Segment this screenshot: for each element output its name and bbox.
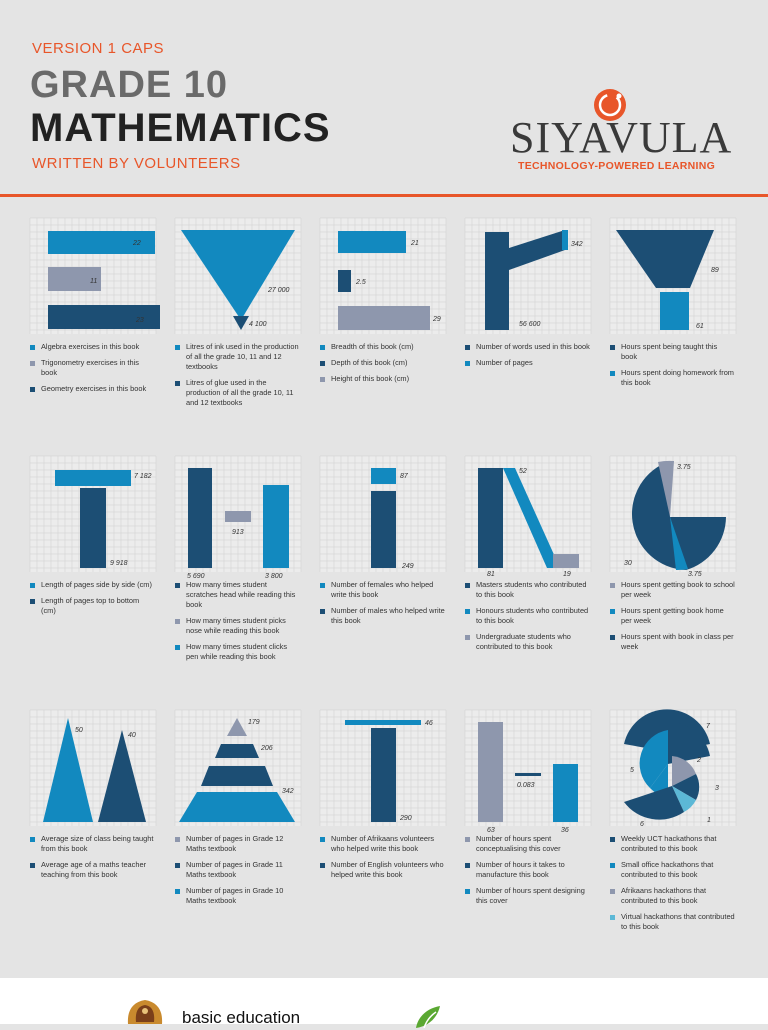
value-label: 4 100 xyxy=(249,321,267,328)
legend-item xyxy=(610,834,735,854)
value-label: 290 xyxy=(400,815,412,822)
words-stem xyxy=(485,232,509,330)
legend-swatch xyxy=(175,345,180,350)
bar-depth xyxy=(338,270,351,292)
value-label: 3 800 xyxy=(265,573,283,580)
scratch-bar xyxy=(188,468,212,568)
panel-letter-v xyxy=(175,218,300,414)
legend xyxy=(175,834,300,906)
legend xyxy=(175,342,300,408)
legend-swatch xyxy=(30,599,35,604)
value-label: 0.083 xyxy=(517,782,535,789)
legend-text: Breadth of this book (cm) xyxy=(331,342,414,351)
value-label: 22 xyxy=(133,240,141,247)
leaf-logo-icon xyxy=(410,1004,446,1028)
legend-swatch xyxy=(30,863,35,868)
legend-swatch xyxy=(610,609,615,614)
panel-letter-e xyxy=(30,218,155,400)
panel-letter-t-2 xyxy=(320,710,445,886)
legend-item xyxy=(175,616,300,636)
legend-swatch xyxy=(465,345,470,350)
legend-swatch xyxy=(610,889,615,894)
english-bar xyxy=(371,728,396,822)
legend-text: Number of hours spent designing this cover xyxy=(476,886,585,905)
legend-swatch xyxy=(30,387,35,392)
legend-item xyxy=(465,580,590,600)
legend-swatch xyxy=(30,361,35,366)
legend-text: Number of females who helped write this book xyxy=(331,580,434,599)
legend xyxy=(175,580,300,662)
legend-swatch xyxy=(465,889,470,894)
legend-item xyxy=(320,358,445,368)
bar-breadth xyxy=(338,231,406,253)
legend-swatch xyxy=(610,837,615,842)
legend-text: How many times student scratches head while reading this book xyxy=(186,580,296,609)
legend-swatch xyxy=(320,345,325,350)
value-label: 61 xyxy=(696,323,704,330)
grade10-tier xyxy=(179,792,295,822)
value-label: 6 xyxy=(640,821,644,828)
value-label: 50 xyxy=(75,727,83,734)
legend-swatch xyxy=(175,837,180,842)
afrikaans-bar xyxy=(345,720,421,725)
value-label: 7 xyxy=(706,723,710,730)
legend xyxy=(610,834,735,932)
grade11-tier xyxy=(215,744,259,758)
page-header xyxy=(0,0,768,196)
pen-bar xyxy=(263,485,289,568)
legend-item xyxy=(610,342,735,362)
legend-item xyxy=(610,606,735,626)
value-label: 21 xyxy=(411,240,419,247)
legend-item xyxy=(320,580,445,600)
legend-item xyxy=(320,834,445,854)
value-label: 3.75 xyxy=(688,571,702,578)
legend xyxy=(465,342,590,368)
legend-text: Small office hackathons that contributed to this book xyxy=(621,860,714,879)
legend xyxy=(610,342,735,388)
value-label: 5 690 xyxy=(187,573,205,580)
chart-letter-n xyxy=(465,456,591,578)
legend-item xyxy=(610,886,735,906)
legend-text: Trigonometry exercises in this book xyxy=(41,358,139,377)
legend-swatch xyxy=(465,361,470,366)
legend-swatch xyxy=(610,345,615,350)
legend-swatch xyxy=(610,863,615,868)
legend-text: Undergraduate students who contributed to this book xyxy=(476,632,571,651)
panel-letter-n xyxy=(465,456,590,658)
males-bar xyxy=(371,491,396,568)
legend-text: Average size of class being taught from this book xyxy=(41,834,154,853)
value-label: 23 xyxy=(136,317,144,324)
value-label: 89 xyxy=(711,267,719,274)
chart-letter-s xyxy=(610,710,736,826)
legend-item xyxy=(465,358,590,368)
version-label: VERSION 1 CAPS xyxy=(32,40,165,57)
grid-background xyxy=(465,218,591,334)
masters-bar xyxy=(478,468,503,568)
legend-item xyxy=(175,580,300,610)
females-bar xyxy=(371,468,396,484)
chart-letter-e xyxy=(30,218,156,334)
panel-letter-t xyxy=(30,456,155,622)
value-label: 11 xyxy=(90,278,98,285)
legend-text: Height of this book (cm) xyxy=(331,374,410,383)
chart-letter-t-2 xyxy=(320,710,446,826)
legend-swatch xyxy=(610,583,615,588)
legend-text: Afrikaans hackathons that contributed to this book xyxy=(621,886,707,905)
value-label: 342 xyxy=(571,241,583,248)
legend-swatch xyxy=(175,645,180,650)
brand-tagline: TECHNOLOGY-POWERED LEARNING xyxy=(518,160,716,172)
value-label: 9 918 xyxy=(110,560,128,567)
legend-text: Hours spent doing homework from this book xyxy=(621,368,734,387)
legend-text: Number of pages in Grade 12 Maths textbook xyxy=(186,834,284,853)
legend-item xyxy=(320,342,445,352)
bar-height xyxy=(338,306,430,330)
value-label: 7 182 xyxy=(134,473,152,480)
subject-title: MATHEMATICS xyxy=(30,106,331,150)
chart-letter-h-2 xyxy=(465,710,591,834)
chart-letter-h xyxy=(175,456,301,580)
coat-of-arms-icon xyxy=(118,996,172,1030)
legend-swatch xyxy=(465,837,470,842)
footer xyxy=(0,978,768,1024)
legend-swatch xyxy=(465,863,470,868)
value-label: 179 xyxy=(248,719,260,726)
value-label: 29 xyxy=(433,316,441,323)
legend-text: Hours spent with book in class per week xyxy=(621,632,734,651)
legend-text: Number of Afrikaans volunteers who helped write this book xyxy=(331,834,435,853)
nose-bar xyxy=(225,511,251,522)
legend-text: Number of males who helped write this book xyxy=(331,606,445,625)
legend-item xyxy=(610,580,735,600)
legend-text: Hours spent getting book home per week xyxy=(621,606,724,625)
legend xyxy=(30,834,155,880)
chart-letter-v xyxy=(175,218,301,334)
brand-name: SIYAVULA xyxy=(510,113,733,162)
legend-text: Number of pages in Grade 11 Maths textbook xyxy=(186,860,283,879)
legend-swatch xyxy=(175,863,180,868)
legend-swatch xyxy=(30,345,35,350)
legend-text: Length of pages top to bottom (cm) xyxy=(41,596,140,615)
top-to-bottom-bar xyxy=(80,488,106,568)
value-label: 1 xyxy=(707,817,711,824)
designing-bar xyxy=(553,764,578,822)
legend-swatch xyxy=(30,837,35,842)
value-label: 27 000 xyxy=(268,287,290,294)
panel-letter-y xyxy=(610,218,735,394)
chart-letter-i xyxy=(320,456,446,572)
panel-letter-s xyxy=(610,710,735,938)
legend-swatch xyxy=(320,609,325,614)
legend-item xyxy=(465,834,590,854)
legend-text: Number of words used in this book xyxy=(476,342,590,351)
legend-text: How many times student picks nose while reading this book xyxy=(186,616,286,635)
value-label: 5 xyxy=(630,767,634,774)
value-label: 36 xyxy=(561,827,569,834)
legend-item xyxy=(610,912,735,932)
legend-text: Number of pages xyxy=(476,358,533,367)
value-label: 30 xyxy=(624,560,632,567)
panel-letter-e-2 xyxy=(320,218,445,390)
value-label: 19 xyxy=(563,571,571,578)
legend-text: Number of hours it takes to manufacture this book xyxy=(476,860,565,879)
legend xyxy=(465,834,590,906)
legend-text: Litres of ink used in the production of all the grade 10, 11 and 12 textbooks xyxy=(186,342,299,371)
legend-item xyxy=(175,378,300,408)
legend-item xyxy=(465,860,590,880)
value-label: 52 xyxy=(519,468,527,475)
legend-swatch xyxy=(320,837,325,842)
legend-swatch xyxy=(30,583,35,588)
panel-letter-h xyxy=(175,456,300,668)
legend-swatch xyxy=(320,583,325,588)
legend-item xyxy=(175,642,300,662)
legend-item xyxy=(175,860,300,880)
legend-swatch xyxy=(610,915,615,920)
legend-item xyxy=(465,632,590,652)
chart-letter-r xyxy=(465,218,591,334)
legend xyxy=(320,834,445,880)
dbe-label: basic education xyxy=(182,1008,301,1027)
legend-swatch xyxy=(465,609,470,614)
pages-bar xyxy=(562,230,568,250)
legend-text: Masters students who contributed to this book xyxy=(476,580,587,599)
legend-text: Number of pages in Grade 10 Maths textbook xyxy=(186,886,284,905)
value-label: 913 xyxy=(232,529,244,536)
legend-text: Algebra exercises in this book xyxy=(41,342,140,351)
legend-text: Number of hours spent conceptualising this cover xyxy=(476,834,561,853)
legend-item xyxy=(30,580,155,590)
legend xyxy=(465,580,590,652)
value-label: 249 xyxy=(402,563,414,570)
legend-item xyxy=(320,606,445,626)
value-label: 46 xyxy=(425,720,433,727)
side-by-side-bar xyxy=(55,470,131,486)
legend-item xyxy=(175,834,300,854)
legend-text: Hours spent getting book to school per week xyxy=(621,580,735,599)
byline: WRITTEN BY VOLUNTEERS xyxy=(32,155,241,172)
panel-letter-i xyxy=(320,456,445,632)
panel-letter-m xyxy=(30,710,155,886)
legend-item xyxy=(320,860,445,880)
legend-text: Average age of a maths teacher teaching from this book xyxy=(41,860,147,879)
value-label: 63 xyxy=(487,827,495,834)
legend-item xyxy=(320,374,445,384)
legend-item xyxy=(30,596,155,616)
grade11-tier-lower xyxy=(201,766,273,786)
chart-letter-a xyxy=(175,710,301,826)
legend-item xyxy=(175,886,300,906)
legend xyxy=(320,580,445,626)
legend-text: How many times student clicks pen while reading this book xyxy=(186,642,288,661)
grade-title: GRADE 10 xyxy=(30,64,229,106)
legend-item xyxy=(465,886,590,906)
legend-swatch xyxy=(610,635,615,640)
legend-item xyxy=(175,342,300,372)
chart-letter-g xyxy=(610,456,736,578)
conceptualising-bar xyxy=(478,722,503,822)
legend-item xyxy=(30,384,155,394)
value-label: 3 xyxy=(715,785,719,792)
legend-swatch xyxy=(320,377,325,382)
value-label: 2 xyxy=(697,757,701,764)
value-label: 40 xyxy=(128,732,136,739)
legend-item xyxy=(30,358,155,378)
panel-letter-h-2 xyxy=(465,710,590,912)
legend-swatch xyxy=(175,381,180,386)
chart-letter-t xyxy=(30,456,156,572)
legend-swatch xyxy=(320,361,325,366)
value-label: 206 xyxy=(261,745,273,752)
legend-text: Honours students who contributed to this book xyxy=(476,606,589,625)
legend-text: Weekly UCT hackathons that contributed to this book xyxy=(621,834,717,853)
chart-letter-m xyxy=(30,710,156,826)
chart-letter-e-2 xyxy=(320,218,446,334)
legend-item xyxy=(465,342,590,352)
legend-swatch xyxy=(465,635,470,640)
legend-item xyxy=(465,606,590,626)
value-label: 56 600 xyxy=(519,321,541,328)
panel-letter-r xyxy=(465,218,590,374)
legend-text: Virtual hackathons that contributed to this book xyxy=(621,912,735,931)
legend-swatch xyxy=(175,889,180,894)
value-label: 3.75 xyxy=(677,464,691,471)
legend xyxy=(320,342,445,384)
legend-swatch xyxy=(175,583,180,588)
legend-text: Hours spent being taught this book xyxy=(621,342,718,361)
legend-item xyxy=(610,368,735,388)
legend-text: Depth of this book (cm) xyxy=(331,358,408,367)
panel-letter-g xyxy=(610,456,735,658)
legend-item xyxy=(610,632,735,652)
legend xyxy=(30,580,155,616)
chart-letter-y xyxy=(610,218,736,334)
legend-swatch xyxy=(610,371,615,376)
header-divider xyxy=(0,194,768,197)
undergrad-bar xyxy=(553,554,579,568)
value-label: 87 xyxy=(400,473,408,480)
legend xyxy=(610,580,735,652)
value-label: 81 xyxy=(487,571,495,578)
legend-item xyxy=(30,342,155,352)
panel-letter-a xyxy=(175,710,300,912)
legend-text: Litres of glue used in the production of all the grade 10, 11 and 12 textbooks xyxy=(186,378,294,407)
legend xyxy=(30,342,155,394)
legend-text: Geometry exercises in this book xyxy=(41,384,147,393)
value-label: 342 xyxy=(282,788,294,795)
value-label: 2.5 xyxy=(356,279,366,286)
legend-item xyxy=(30,860,155,880)
legend-swatch xyxy=(320,863,325,868)
legend-item xyxy=(30,834,155,854)
legend-text: Number of English volunteers who helped write this book xyxy=(331,860,444,879)
legend-item xyxy=(610,860,735,880)
manufacture-bar xyxy=(515,773,541,776)
legend-swatch xyxy=(465,583,470,588)
legend-text: Length of pages side by side (cm) xyxy=(41,580,152,589)
homework-bar xyxy=(660,292,689,330)
legend-swatch xyxy=(175,619,180,624)
